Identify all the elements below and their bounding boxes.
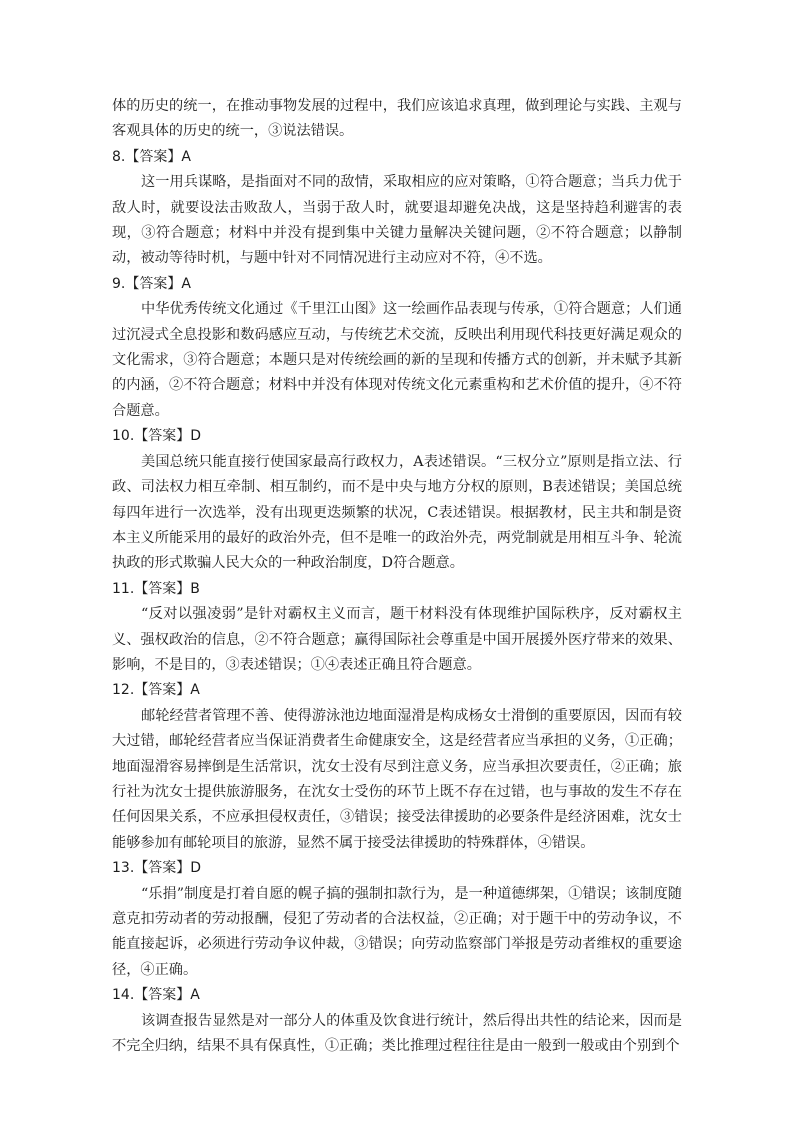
answer-item-14 xyxy=(112,983,682,1059)
answer-heading: 13.【答案】D xyxy=(112,860,202,877)
answer-heading: 12.【答案】A xyxy=(112,682,200,699)
answer-explanation: “反对以强凌弱”是针对霸权主义而言，题干材料没有体现维护国际秩序，反对霸权主义、强权政治的信息，②不符合题意；赢得国际社会尊重是中国开展援外医疗带来的效果、影响，不是目的，③表述错误；①④表述正确且符合题意。 xyxy=(112,606,682,673)
answer-heading: 8.【答案】A xyxy=(112,148,191,165)
answer-item-8 xyxy=(112,145,682,272)
answer-explanation: “乐捐”制度是打着自愿的幌子搞的强制扣款行为，是一种道德绑架，①错误；该制度随意克扣劳动者的劳动报酬，侵犯了劳动者的合法权益，②正确；对于题干中的劳动争议，不能直接起诉，必须进行劳动争议仲裁，③错误；向劳动监察部门举报是劳动者维权的重要途径，④正确。 xyxy=(112,885,682,978)
answer-heading: 10.【答案】D xyxy=(112,428,202,445)
continuation-paragraph: 体的历史的统一，在推动事物发展的过程中，我们应该追求真理，做到理论与实践、主观与客观具体的历史的统一，③说法错误。 xyxy=(112,98,682,140)
answer-explanation: 该调查报告显然是对一部分人的体重及饮食进行统计，然后得出共性的结论来，因而是不完全归纳，结果不具有保真性，①正确；类比推理过程往往是由一般到一般或由个别到个 xyxy=(112,1012,682,1055)
answer-item-12 xyxy=(112,678,682,856)
answer-explanation: 美国总统只能直接行使国家最高行政权力，A表述错误。“三权分立”原则是指立法、行政、司法权力相互牵制、相互制约，而不是中央与地方分权的原则，B表述错误；美国总统每四年进行一次选举，没有出现更迭频繁的状况，C表述错误。根据教材，民主共和制是资本主义所能采用的最好的政治外壳，但不是唯一的政治外壳，两党制就是用相互斗争、轮流执政的形式欺骗人民大众的一种政治制度，D符合题意。 xyxy=(112,453,682,572)
answer-item-13 xyxy=(112,856,682,983)
answer-item-11 xyxy=(112,577,682,679)
answer-item-9 xyxy=(112,272,682,424)
answer-heading: 9.【答案】A xyxy=(112,275,191,292)
answer-explanation: 中华优秀传统文化通过《千里江山图》这一绘画作品表现与传承，①符合题意；人们通过沉浸式全息投影和数码感应互动，与传统艺术交流，反映出利用现代科技更好满足观众的文化需求，③符合题意；本题只是对传统绘画的新的呈现和传播方式的创新，并未赋予其新的内涵，②不符合题意；材料中并没有体现对传统文化元素重构和艺术价值的提升，④不符合题意。 xyxy=(112,301,682,419)
answer-heading: 14.【答案】A xyxy=(112,987,200,1004)
answer-item-10 xyxy=(112,424,682,576)
answer-heading: 11.【答案】B xyxy=(112,580,200,597)
answer-explanation: 这一用兵谋略，是指面对不同的敌情，采取相应的应对策略，①符合题意；当兵力优于敌人时，就要设法击败敌人，当弱于敌人时，就要退却避免决战，这是坚持趋利避害的表现，③符合题意；材料中并没有提到集中关键力量解决关键问题，②不符合题意；以静制动，被动等待时机，与题中针对不同情况进行主动应对不符，④不选。 xyxy=(112,174,682,267)
answer-explanation: 邮轮经营者管理不善、使得游泳池边地面湿滑是构成杨女士滑倒的重要原因，因而有较大过错，邮轮经营者应当保证消费者生命健康安全，这是经营者应当承担的义务，①正确；地面湿滑容易摔倒是生活常识，沈女士没有尽到注意义务，应当承担次要责任，②正确；旅行社为沈女士提供旅游服务，在沈女士受伤的环节上既不存在过错，也与事故的发生不存在任何因果关系，不应承担侵权责任，③错误；接受法律援助的必要条件是经济困难，沈女士能够参加有邮轮项目的旅游，显然不属于接受法律援助的特殊群体，④错误。 xyxy=(112,707,682,851)
